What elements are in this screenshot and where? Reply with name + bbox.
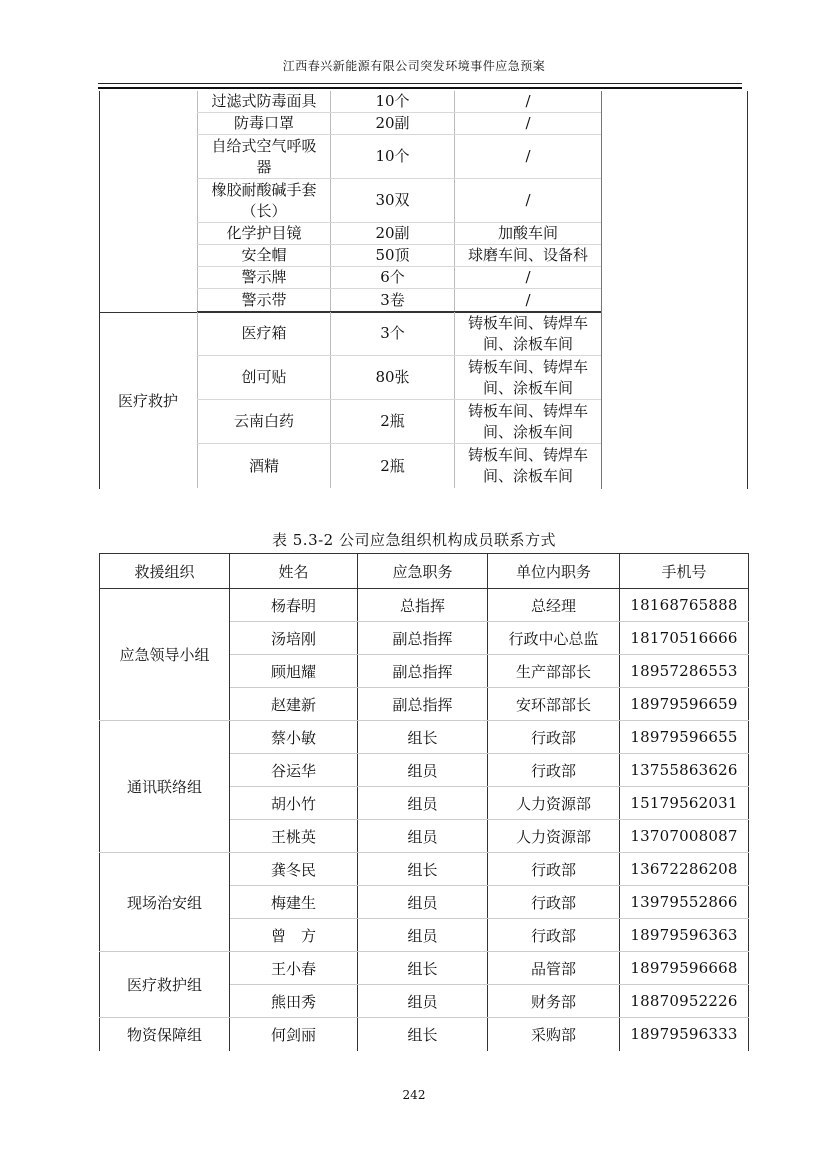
- table-header-row: [100, 554, 749, 589]
- member-role: 组员: [358, 820, 488, 853]
- equipment-name: 自给式空气呼吸器: [197, 135, 331, 178]
- member-role: 组长: [358, 952, 488, 985]
- table2-caption: 表 5.3-2 公司应急组织机构成员联系方式: [271, 531, 556, 549]
- member-role: 组员: [358, 886, 488, 919]
- member-phone: 18979596333: [620, 1018, 749, 1051]
- member-name: 梅建生: [230, 886, 358, 919]
- member-role: 组长: [358, 853, 488, 886]
- equipment-location: 加酸车间: [497, 224, 558, 242]
- equipment-location: 铸板车间、铸焊车间、涂板车间: [467, 401, 588, 441]
- table1-equipment-grid: [197, 91, 601, 488]
- member-role: 副总指挥: [358, 655, 488, 688]
- table1-right-border: [747, 91, 748, 489]
- member-phone: 18170516666: [620, 622, 749, 655]
- equipment-quantity: 30双: [331, 179, 455, 222]
- equipment-name: 警示牌: [197, 267, 331, 288]
- member-position: 行政中心总监: [488, 622, 620, 655]
- equipment-quantity: 2瓶: [331, 444, 455, 488]
- member-role: 组员: [358, 919, 488, 952]
- equipment-location: /: [525, 114, 531, 132]
- table-row: [100, 853, 749, 886]
- member-name: 汤培刚: [230, 622, 358, 655]
- equipment-name: 橡胶耐酸碱手套（长）: [197, 179, 331, 222]
- member-name: 龚冬民: [230, 853, 358, 886]
- member-position: 安环部部长: [488, 688, 620, 721]
- member-name: 王桃英: [230, 820, 358, 853]
- member-phone: 18979596668: [620, 952, 749, 985]
- member-phone: 15179562031: [620, 787, 749, 820]
- member-position: 行政部: [488, 721, 620, 754]
- equipment-quantity: 3个: [331, 312, 455, 355]
- member-position: 财务部: [488, 985, 620, 1018]
- document-header-title: 江西春兴新能源有限公司突发环境事件应急预案: [282, 59, 546, 73]
- header-rescue-org: 救援组织: [100, 554, 230, 589]
- member-name: 顾旭耀: [230, 655, 358, 688]
- equipment-name: 创可贴: [197, 356, 331, 399]
- equipment-quantity: 80张: [331, 356, 455, 399]
- member-phone: 13707008087: [620, 820, 749, 853]
- member-role: 副总指挥: [358, 622, 488, 655]
- member-name: 何剑丽: [230, 1018, 358, 1051]
- equipment-name: 酒精: [197, 444, 331, 488]
- equipment-location: /: [525, 290, 531, 309]
- table-row: [100, 721, 749, 754]
- equipment-quantity: 6个: [331, 267, 455, 288]
- header-internal-position: 单位内职务: [488, 554, 620, 589]
- table-row: [197, 223, 601, 245]
- member-phone: 13672286208: [620, 853, 749, 886]
- equipment-location: /: [525, 92, 531, 110]
- table-row: [197, 289, 601, 312]
- group-medical: 医疗救护组: [100, 952, 230, 1018]
- equipment-location: /: [525, 268, 531, 286]
- group-security: 现场治安组: [100, 853, 230, 952]
- header-name: 姓名: [230, 554, 358, 589]
- equipment-location: 铸板车间、铸焊车间、涂板车间: [467, 313, 588, 353]
- equipment-name: 警示带: [197, 289, 331, 311]
- equipment-quantity: 10个: [331, 91, 455, 112]
- table-row: [197, 245, 601, 267]
- member-name: 谷运华: [230, 754, 358, 787]
- contact-table: [99, 553, 749, 1051]
- header-emergency-role: 应急职务: [358, 554, 488, 589]
- table-row: [197, 400, 601, 444]
- group-communication: 通讯联络组: [100, 721, 230, 853]
- equipment-name: 安全帽: [197, 245, 331, 266]
- member-role: 总指挥: [358, 589, 488, 622]
- table-row: [197, 113, 601, 135]
- member-role: 组员: [358, 985, 488, 1018]
- member-position: 行政部: [488, 853, 620, 886]
- header-rule-thick: [98, 87, 742, 89]
- page-number: 242: [402, 1088, 426, 1102]
- member-role: 组长: [358, 1018, 488, 1051]
- member-name: 杨春明: [230, 589, 358, 622]
- equipment-location: /: [525, 147, 531, 165]
- member-name: 胡小竹: [230, 787, 358, 820]
- equipment-quantity: 3卷: [331, 289, 455, 311]
- member-phone: 18870952226: [620, 985, 749, 1018]
- member-name: 曾 方: [230, 919, 358, 952]
- member-name: 王小春: [230, 952, 358, 985]
- table-row: [197, 356, 601, 400]
- member-position: 行政部: [488, 754, 620, 787]
- member-phone: 18168765888: [620, 589, 749, 622]
- member-phone: 18979596363: [620, 919, 749, 952]
- member-phone: 18979596659: [620, 688, 749, 721]
- header-rule: [98, 83, 742, 84]
- table-row: [197, 179, 601, 223]
- member-phone: 18957286553: [620, 655, 749, 688]
- group-supplies: 物资保障组: [100, 1018, 230, 1051]
- equipment-quantity: 2瓶: [331, 400, 455, 443]
- table1-category-medical: 医疗救护: [117, 392, 178, 410]
- member-role: 副总指挥: [358, 688, 488, 721]
- member-position: 采购部: [488, 1018, 620, 1051]
- member-name: 熊田秀: [230, 985, 358, 1018]
- member-phone: 18979596655: [620, 721, 749, 754]
- table-row: [197, 444, 601, 488]
- equipment-name: 医疗箱: [197, 312, 331, 355]
- member-position: 行政部: [488, 886, 620, 919]
- equipment-quantity: 20副: [331, 113, 455, 134]
- member-role: 组员: [358, 787, 488, 820]
- equipment-name: 云南白药: [197, 400, 331, 443]
- table-row: [100, 589, 749, 622]
- equipment-location: 铸板车间、铸焊车间、涂板车间: [467, 357, 588, 397]
- table-row: [100, 952, 749, 985]
- member-role: 组长: [358, 721, 488, 754]
- member-phone: 13979552866: [620, 886, 749, 919]
- table-row: [197, 312, 601, 356]
- table-row: [197, 91, 601, 113]
- table-row: [197, 135, 601, 179]
- equipment-quantity: 50顶: [331, 245, 455, 266]
- header-phone: 手机号: [620, 554, 749, 589]
- member-phone: 13755863626: [620, 754, 749, 787]
- member-position: 总经理: [488, 589, 620, 622]
- equipment-name: 防毒口罩: [197, 113, 331, 134]
- member-role: 组员: [358, 754, 488, 787]
- member-position: 人力资源部: [488, 787, 620, 820]
- member-name: 赵建新: [230, 688, 358, 721]
- member-position: 生产部部长: [488, 655, 620, 688]
- equipment-location: 球磨车间、设备科: [467, 246, 588, 264]
- equipment-location: 铸板车间、铸焊车间、涂板车间: [467, 446, 588, 485]
- table1-column-border: [601, 91, 602, 489]
- member-name: 蔡小敏: [230, 721, 358, 754]
- equipment-quantity: 10个: [331, 135, 455, 178]
- member-position: 人力资源部: [488, 820, 620, 853]
- equipment-name: 过滤式防毒面具: [197, 91, 331, 112]
- equipment-name: 化学护目镜: [197, 223, 331, 244]
- table-row: [197, 267, 601, 289]
- equipment-location: /: [525, 191, 531, 209]
- member-position: 品管部: [488, 952, 620, 985]
- member-position: 行政部: [488, 919, 620, 952]
- equipment-quantity: 20副: [331, 223, 455, 244]
- group-leadership: 应急领导小组: [100, 589, 230, 721]
- table-row: [100, 1018, 749, 1051]
